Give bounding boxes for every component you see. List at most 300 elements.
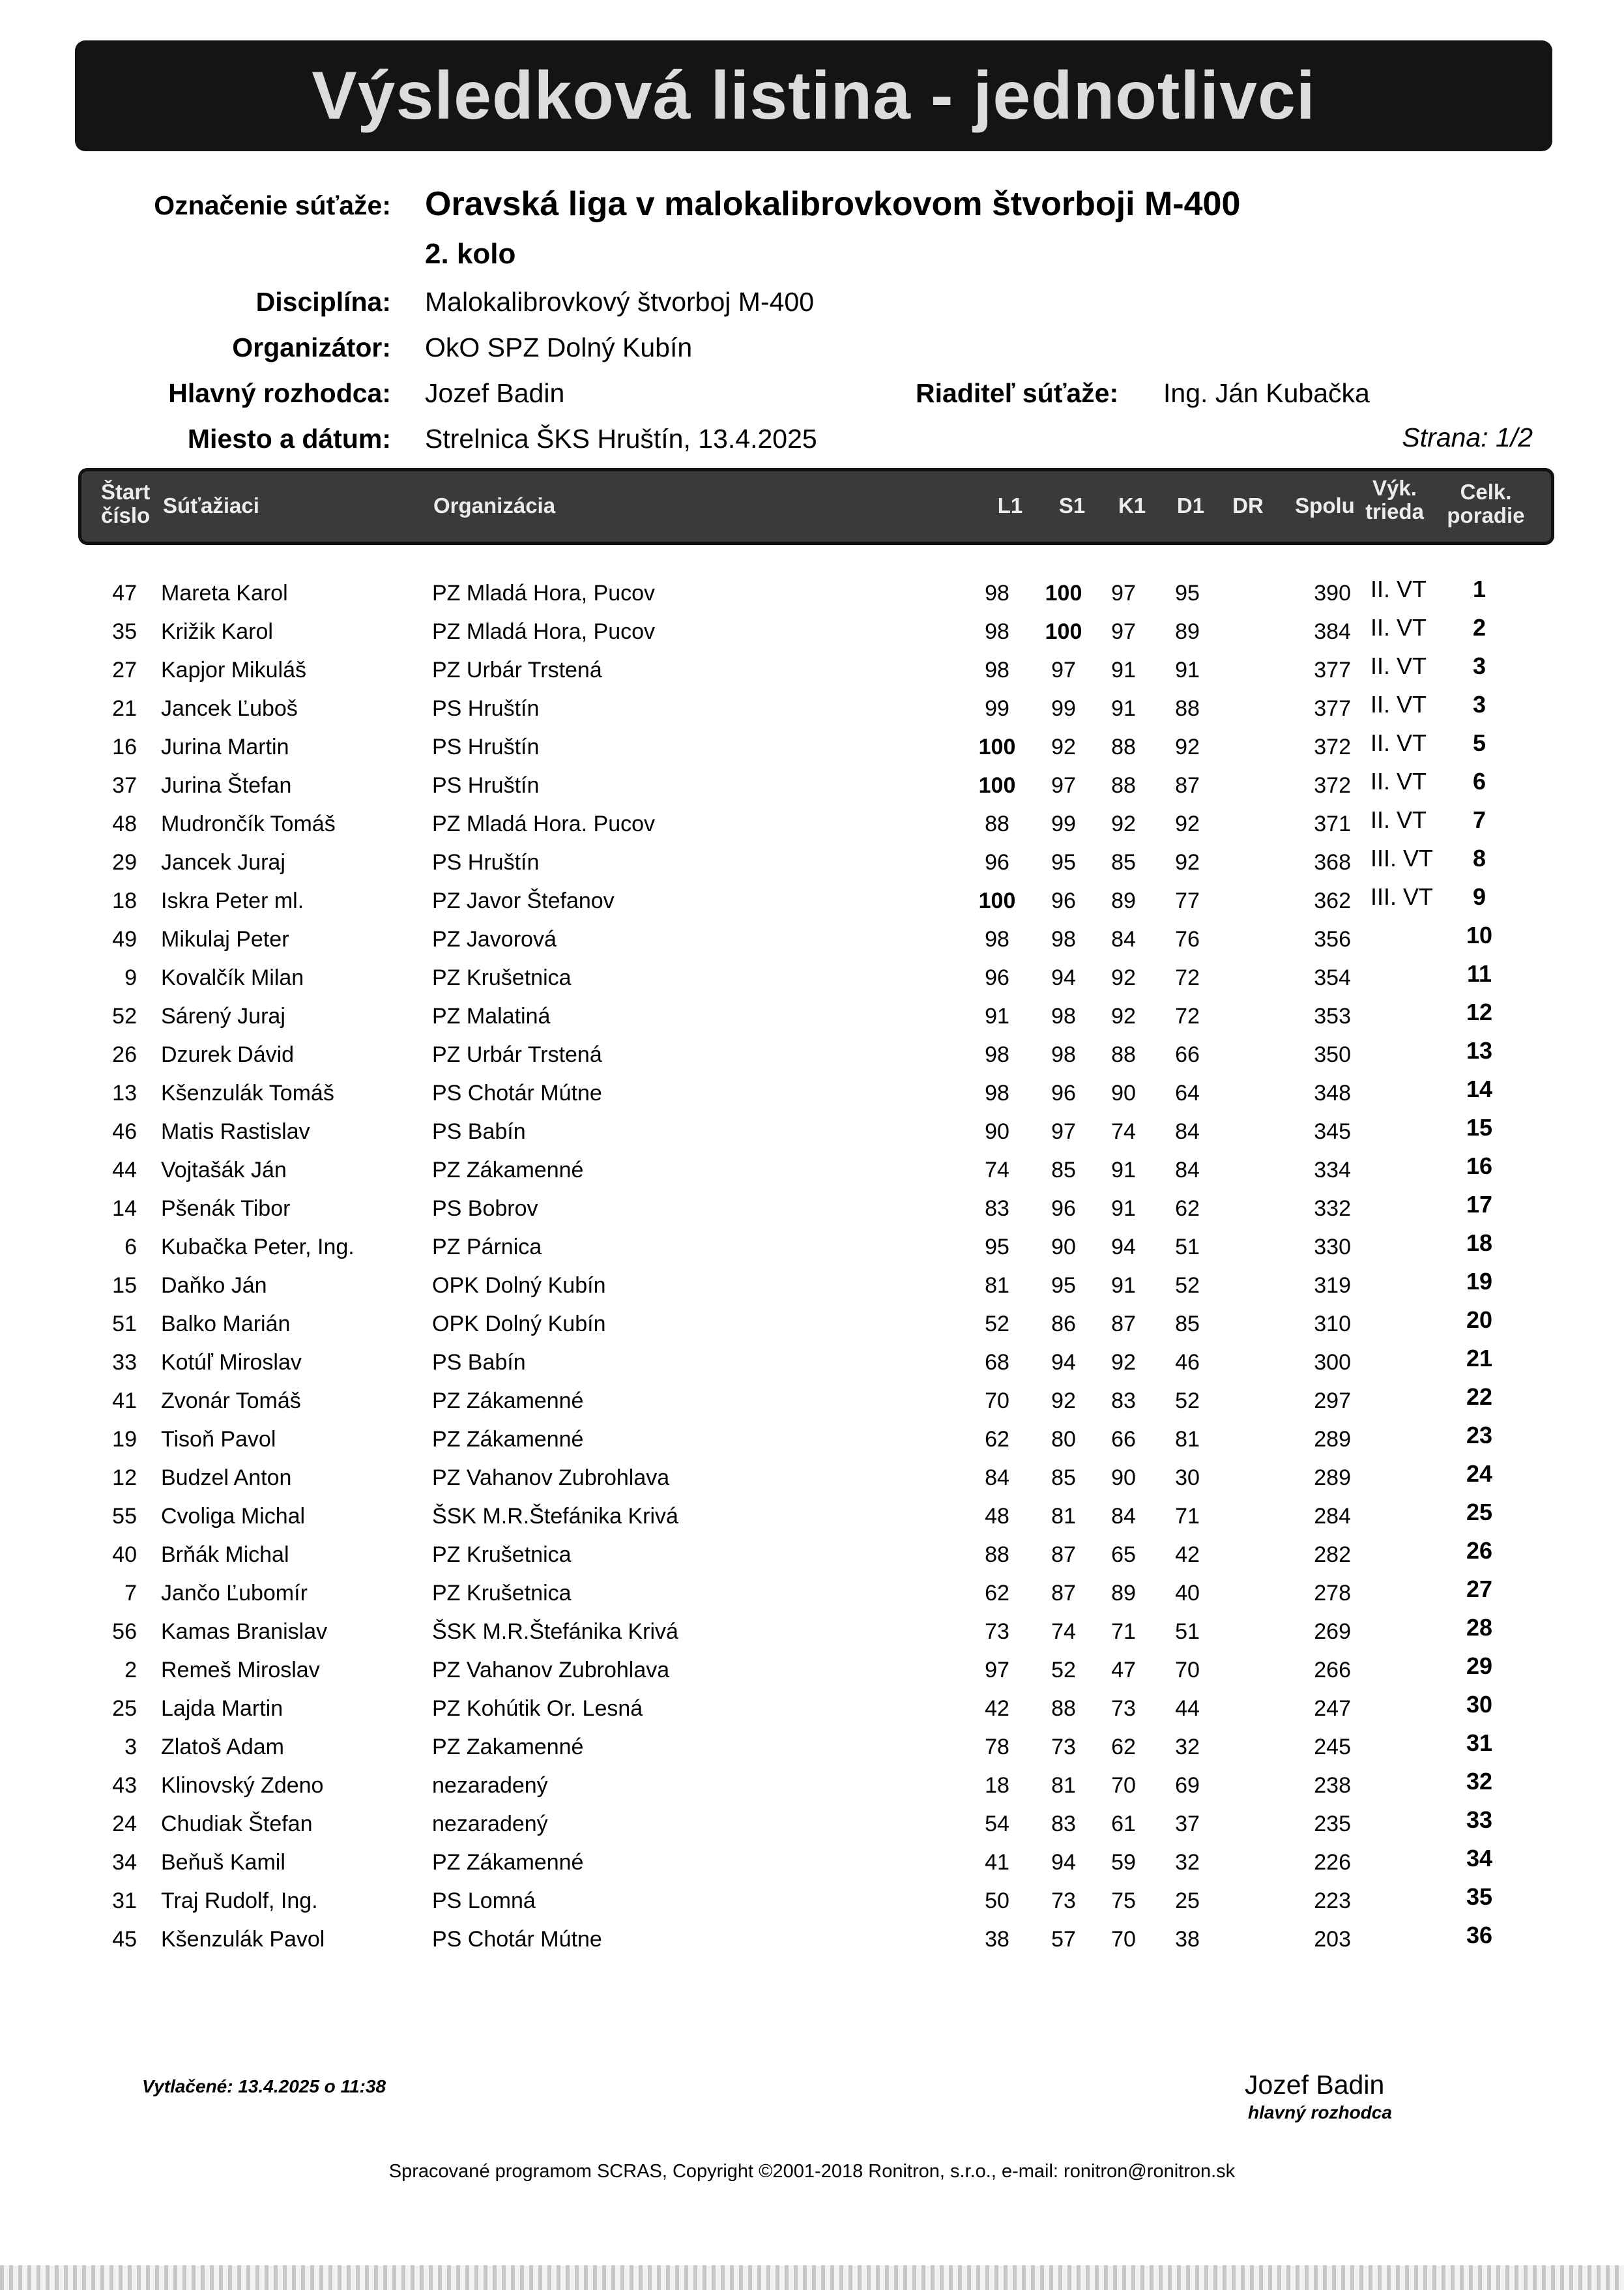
cell-l1: 42 xyxy=(985,1696,1009,1721)
cell-rank: 14 xyxy=(1466,1076,1493,1102)
cell-total: 348 xyxy=(1314,1081,1351,1106)
header-start-line2: číslo xyxy=(101,503,151,527)
cell-cls: III. VT xyxy=(1370,845,1434,872)
cell-k1: 92 xyxy=(1111,812,1136,836)
cell-d1: 77 xyxy=(1175,888,1200,913)
cell-s1: 52 xyxy=(1051,1658,1076,1682)
cell-l1: 88 xyxy=(985,1542,1009,1567)
header-d1: D1 xyxy=(1176,493,1205,518)
cell-rank: 8 xyxy=(1472,845,1486,872)
cell-cls: III. VT xyxy=(1370,883,1434,910)
cell-total: 247 xyxy=(1314,1696,1351,1721)
header-class-line1: Výk. xyxy=(1372,476,1417,500)
cell-no: 26 xyxy=(112,1042,137,1067)
cell-cls: II. VT xyxy=(1370,653,1427,679)
cell-org: PZ Javorová xyxy=(432,927,557,952)
cell-d1: 91 xyxy=(1175,658,1200,683)
cell-s1: 74 xyxy=(1051,1619,1076,1644)
table-row xyxy=(0,1114,1624,1152)
cell-d1: 51 xyxy=(1175,1235,1200,1259)
cell-org: PZ Malatiná xyxy=(432,1004,551,1029)
cell-org: ŠSK M.R.Štefánika Krivá xyxy=(432,1504,678,1529)
cell-d1: 84 xyxy=(1175,1158,1200,1182)
cell-name: Zlatoš Adam xyxy=(161,1735,284,1759)
table-row xyxy=(0,576,1624,614)
cell-k1: 97 xyxy=(1111,619,1136,644)
cell-org: OPK Dolný Kubín xyxy=(432,1312,606,1336)
cell-no: 19 xyxy=(112,1427,137,1452)
cell-no: 12 xyxy=(112,1465,137,1490)
cell-s1: 85 xyxy=(1051,1158,1076,1182)
table-row xyxy=(0,1383,1624,1422)
cell-name: Daňko Ján xyxy=(161,1273,267,1298)
cell-rank: 27 xyxy=(1466,1576,1493,1602)
cell-d1: 76 xyxy=(1175,927,1200,952)
cell-no: 2 xyxy=(124,1658,137,1682)
cell-d1: 42 xyxy=(1175,1542,1200,1567)
cell-d1: 87 xyxy=(1175,773,1200,798)
competition-label: Označenie súťaže: xyxy=(154,190,391,220)
cell-total: 269 xyxy=(1314,1619,1351,1644)
cell-no: 35 xyxy=(112,619,137,644)
cell-k1: 70 xyxy=(1111,1927,1136,1952)
document-title: Výsledková listina - jednotlivci xyxy=(312,57,1316,134)
round: 2. kolo xyxy=(425,238,516,270)
cell-no: 6 xyxy=(124,1235,137,1259)
cell-s1: 95 xyxy=(1051,1273,1076,1298)
cell-rank: 21 xyxy=(1466,1345,1493,1372)
header-rank-line1: Celk. xyxy=(1460,480,1512,504)
cell-l1: 18 xyxy=(985,1773,1009,1798)
cell-s1: 94 xyxy=(1051,1850,1076,1875)
cell-l1: 48 xyxy=(985,1504,1009,1529)
cell-name: Kamas Branislav xyxy=(161,1619,328,1644)
cell-org: PZ Zákamenné xyxy=(432,1850,584,1875)
cell-d1: 92 xyxy=(1175,735,1200,759)
header-start-number xyxy=(101,480,151,527)
cell-k1: 73 xyxy=(1111,1696,1136,1721)
cell-total: 245 xyxy=(1314,1735,1351,1759)
cell-name: Jancek Juraj xyxy=(161,850,285,875)
cell-d1: 66 xyxy=(1175,1042,1200,1067)
cell-org: nezaradený xyxy=(432,1812,548,1836)
table-row xyxy=(0,1652,1624,1691)
cell-l1: 70 xyxy=(985,1388,1009,1413)
cell-rank: 13 xyxy=(1466,1037,1493,1064)
cell-l1: 81 xyxy=(985,1273,1009,1298)
director: Ing. Ján Kubačka xyxy=(1163,378,1370,408)
cell-d1: 25 xyxy=(1175,1888,1200,1913)
cell-rank: 24 xyxy=(1466,1460,1493,1487)
cell-s1: 96 xyxy=(1051,1196,1076,1221)
cell-d1: 92 xyxy=(1175,850,1200,875)
cell-s1: 87 xyxy=(1051,1581,1076,1606)
cell-l1: 97 xyxy=(985,1658,1009,1682)
cell-k1: 91 xyxy=(1111,696,1136,721)
table-row xyxy=(0,1152,1624,1191)
cell-l1: 100 xyxy=(978,888,1016,913)
cell-s1: 94 xyxy=(1051,965,1076,990)
cell-no: 51 xyxy=(112,1312,137,1336)
results-table-header xyxy=(78,468,1554,545)
cell-no: 33 xyxy=(112,1350,137,1375)
cell-total: 226 xyxy=(1314,1850,1351,1875)
cell-total: 297 xyxy=(1314,1388,1351,1413)
cell-k1: 59 xyxy=(1111,1850,1136,1875)
cell-d1: 71 xyxy=(1175,1504,1200,1529)
cell-l1: 38 xyxy=(985,1927,1009,1952)
cell-rank: 17 xyxy=(1466,1191,1493,1218)
cell-k1: 87 xyxy=(1111,1312,1136,1336)
cell-name: Chudiak Štefan xyxy=(161,1812,313,1836)
header-dr: DR xyxy=(1232,493,1264,518)
document-title-bar xyxy=(75,40,1552,151)
table-row xyxy=(0,999,1624,1037)
cell-org: PS Bobrov xyxy=(432,1196,538,1221)
cell-l1: 68 xyxy=(985,1350,1009,1375)
header-class-line2: trieda xyxy=(1365,499,1424,523)
table-row xyxy=(0,1037,1624,1076)
cell-l1: 84 xyxy=(985,1465,1009,1490)
cell-s1: 95 xyxy=(1051,850,1076,875)
header-rank-line2: poradie xyxy=(1447,503,1525,527)
cell-d1: 46 xyxy=(1175,1350,1200,1375)
cell-name: Kšenzulák Pavol xyxy=(161,1927,325,1952)
cell-rank: 11 xyxy=(1466,960,1492,987)
cell-d1: 51 xyxy=(1175,1619,1200,1644)
cell-rank: 3 xyxy=(1472,653,1486,679)
cell-no: 24 xyxy=(112,1812,137,1836)
signature-name: Jozef Badin xyxy=(1245,2070,1385,2100)
cell-total: 289 xyxy=(1314,1465,1351,1490)
table-row xyxy=(0,1191,1624,1229)
cell-total: 371 xyxy=(1314,812,1351,836)
cell-d1: 52 xyxy=(1175,1273,1200,1298)
cell-k1: 89 xyxy=(1111,1581,1136,1606)
cell-org: PZ Zakamenné xyxy=(432,1735,584,1759)
cell-total: 334 xyxy=(1314,1158,1351,1182)
signature-role: hlavný rozhodca xyxy=(1248,2102,1392,2122)
header-l1: L1 xyxy=(997,493,1023,518)
cell-s1: 81 xyxy=(1051,1773,1076,1798)
cell-name: Vojtašák Ján xyxy=(161,1158,287,1182)
cell-no: 56 xyxy=(112,1619,137,1644)
cell-rank: 1 xyxy=(1472,576,1486,602)
cell-no: 9 xyxy=(124,965,137,990)
cell-s1: 90 xyxy=(1051,1235,1076,1259)
cell-l1: 98 xyxy=(985,619,1009,644)
cell-l1: 90 xyxy=(985,1119,1009,1144)
cell-s1: 88 xyxy=(1051,1696,1076,1721)
discipline-label: Disciplína: xyxy=(255,287,391,317)
cell-org: PZ Urbár Trstená xyxy=(432,658,602,683)
cell-name: Mareta Karol xyxy=(161,581,288,606)
cell-total: 238 xyxy=(1314,1773,1351,1798)
cell-rank: 30 xyxy=(1466,1691,1493,1718)
cell-rank: 22 xyxy=(1466,1383,1493,1410)
cell-s1: 83 xyxy=(1051,1812,1076,1836)
cell-cls: II. VT xyxy=(1370,806,1427,833)
cell-name: Tisoň Pavol xyxy=(161,1427,276,1452)
cell-name: Mudrončík Tomáš xyxy=(161,812,336,836)
cell-org: PZ Zákamenné xyxy=(432,1427,584,1452)
referee-label: Hlavný rozhodca: xyxy=(168,378,391,408)
cell-l1: 98 xyxy=(985,658,1009,683)
header-k1: K1 xyxy=(1118,493,1146,518)
cell-l1: 96 xyxy=(985,850,1009,875)
cell-k1: 91 xyxy=(1111,1273,1136,1298)
cell-cls: II. VT xyxy=(1370,576,1427,602)
cell-s1: 97 xyxy=(1051,773,1076,798)
cell-s1: 92 xyxy=(1051,735,1076,759)
cell-org: PZ Krušetnica xyxy=(432,1581,572,1606)
cell-name: Budzel Anton xyxy=(161,1465,292,1490)
header-s1: S1 xyxy=(1058,493,1086,518)
cell-rank: 10 xyxy=(1466,922,1493,948)
cell-d1: 44 xyxy=(1175,1696,1200,1721)
cell-org: PZ Kohútik Or. Lesná xyxy=(432,1696,643,1721)
cell-k1: 62 xyxy=(1111,1735,1136,1759)
cell-rank: 9 xyxy=(1472,883,1486,910)
cell-d1: 92 xyxy=(1175,812,1200,836)
cell-cls: II. VT xyxy=(1370,614,1427,641)
cell-rank: 32 xyxy=(1466,1768,1493,1795)
cell-no: 21 xyxy=(112,696,137,721)
table-row xyxy=(0,614,1624,653)
cell-k1: 70 xyxy=(1111,1773,1136,1798)
cell-k1: 88 xyxy=(1111,735,1136,759)
cell-no: 25 xyxy=(112,1696,137,1721)
table-row xyxy=(0,1345,1624,1383)
scan-edge-artifact xyxy=(0,2265,1624,2290)
cell-no: 29 xyxy=(112,850,137,875)
cell-total: 372 xyxy=(1314,773,1351,798)
header-rank xyxy=(1443,480,1528,527)
cell-s1: 85 xyxy=(1051,1465,1076,1490)
competition-name: Oravská liga v malokalibrovkovom štvorboji M-400 xyxy=(425,185,1241,223)
cell-total: 372 xyxy=(1314,735,1351,759)
table-row xyxy=(0,1614,1624,1652)
cell-name: Sárený Juraj xyxy=(161,1004,285,1029)
cell-name: Iskra Peter ml. xyxy=(161,888,304,913)
cell-total: 377 xyxy=(1314,658,1351,683)
cell-org: ŠSK M.R.Štefánika Krivá xyxy=(432,1619,678,1644)
cell-s1: 98 xyxy=(1051,1004,1076,1029)
cell-total: 362 xyxy=(1314,888,1351,913)
table-row xyxy=(0,729,1624,768)
cell-name: Kotúľ Miroslav xyxy=(161,1350,302,1375)
cell-k1: 90 xyxy=(1111,1081,1136,1106)
table-row xyxy=(0,1576,1624,1614)
cell-d1: 64 xyxy=(1175,1081,1200,1106)
cell-name: Balko Marián xyxy=(161,1312,291,1336)
cell-d1: 52 xyxy=(1175,1388,1200,1413)
cell-k1: 92 xyxy=(1111,965,1136,990)
cell-total: 368 xyxy=(1314,850,1351,875)
cell-s1: 98 xyxy=(1051,1042,1076,1067)
cell-no: 18 xyxy=(112,888,137,913)
cell-l1: 91 xyxy=(985,1004,1009,1029)
cell-total: 319 xyxy=(1314,1273,1351,1298)
cell-d1: 81 xyxy=(1175,1427,1200,1452)
cell-total: 377 xyxy=(1314,696,1351,721)
cell-name: Jurina Martin xyxy=(161,735,289,759)
cell-total: 330 xyxy=(1314,1235,1351,1259)
cell-no: 15 xyxy=(112,1273,137,1298)
cell-d1: 84 xyxy=(1175,1119,1200,1144)
table-row xyxy=(0,1806,1624,1845)
cell-s1: 96 xyxy=(1051,1081,1076,1106)
cell-name: Kovalčík Milan xyxy=(161,965,304,990)
header-total: Spolu xyxy=(1295,493,1355,518)
cell-k1: 94 xyxy=(1111,1235,1136,1259)
table-row xyxy=(0,1229,1624,1268)
cell-l1: 50 xyxy=(985,1888,1009,1913)
cell-org: PZ Mladá Hora. Pucov xyxy=(432,812,656,836)
cell-d1: 88 xyxy=(1175,696,1200,721)
cell-l1: 83 xyxy=(985,1196,1009,1221)
cell-rank: 3 xyxy=(1472,691,1486,718)
cell-total: 235 xyxy=(1314,1812,1351,1836)
cell-org: PZ Urbár Trstená xyxy=(432,1042,602,1067)
cell-l1: 41 xyxy=(985,1850,1009,1875)
cell-l1: 62 xyxy=(985,1427,1009,1452)
cell-total: 282 xyxy=(1314,1542,1351,1567)
cell-org: PS Chotár Mútne xyxy=(432,1081,602,1106)
organizer-label: Organizátor: xyxy=(232,332,391,362)
cell-no: 41 xyxy=(112,1388,137,1413)
cell-d1: 32 xyxy=(1175,1850,1200,1875)
header-start-line1: Štart xyxy=(101,480,151,504)
cell-k1: 65 xyxy=(1111,1542,1136,1567)
cell-k1: 84 xyxy=(1111,1504,1136,1529)
cell-rank: 19 xyxy=(1466,1268,1493,1295)
cell-org: PZ Párnica xyxy=(432,1235,542,1259)
cell-total: 289 xyxy=(1314,1427,1351,1452)
cell-no: 37 xyxy=(112,773,137,798)
cell-s1: 81 xyxy=(1051,1504,1076,1529)
table-row xyxy=(0,1922,1624,1960)
cell-s1: 57 xyxy=(1051,1927,1076,1952)
director-label: Riaditeľ súťaže: xyxy=(916,378,1119,408)
cell-no: 52 xyxy=(112,1004,137,1029)
cell-total: 223 xyxy=(1314,1888,1351,1913)
cell-org: nezaradený xyxy=(432,1773,548,1798)
cell-d1: 37 xyxy=(1175,1812,1200,1836)
cell-s1: 92 xyxy=(1051,1388,1076,1413)
cell-org: PZ Vahanov Zubrohlava xyxy=(432,1465,670,1490)
cell-l1: 78 xyxy=(985,1735,1009,1759)
place-label: Miesto a dátum: xyxy=(187,424,391,454)
table-row xyxy=(0,845,1624,883)
cell-name: Lajda Martin xyxy=(161,1696,283,1721)
cell-s1: 100 xyxy=(1045,581,1082,606)
cell-no: 48 xyxy=(112,812,137,836)
table-row xyxy=(0,1422,1624,1460)
cell-d1: 32 xyxy=(1175,1735,1200,1759)
cell-rank: 20 xyxy=(1466,1306,1493,1333)
cell-s1: 97 xyxy=(1051,658,1076,683)
cell-name: Mikulaj Peter xyxy=(161,927,289,952)
cell-no: 47 xyxy=(112,581,137,606)
cell-total: 203 xyxy=(1314,1927,1351,1952)
cell-no: 16 xyxy=(112,735,137,759)
cell-total: 284 xyxy=(1314,1504,1351,1529)
cell-no: 46 xyxy=(112,1119,137,1144)
cell-total: 345 xyxy=(1314,1119,1351,1144)
cell-total: 384 xyxy=(1314,619,1351,644)
table-row xyxy=(0,922,1624,960)
cell-total: 310 xyxy=(1314,1312,1351,1336)
cell-rank: 2 xyxy=(1472,614,1486,641)
page-number: Strana: 1/2 xyxy=(1402,422,1533,452)
cell-no: 43 xyxy=(112,1773,137,1798)
cell-k1: 66 xyxy=(1111,1427,1136,1452)
table-row xyxy=(0,806,1624,845)
cell-l1: 100 xyxy=(978,773,1016,798)
table-row xyxy=(0,1845,1624,1883)
table-row xyxy=(0,1691,1624,1729)
cell-org: PS Hruštín xyxy=(432,773,540,798)
cell-name: Cvoliga Michal xyxy=(161,1504,306,1529)
cell-no: 34 xyxy=(112,1850,137,1875)
table-row xyxy=(0,960,1624,999)
cell-d1: 70 xyxy=(1175,1658,1200,1682)
cell-total: 390 xyxy=(1314,581,1351,606)
referee: Jozef Badin xyxy=(425,378,565,408)
cell-total: 332 xyxy=(1314,1196,1351,1221)
cell-no: 45 xyxy=(112,1927,137,1952)
cell-k1: 71 xyxy=(1111,1619,1136,1644)
cell-l1: 62 xyxy=(985,1581,1009,1606)
cell-d1: 30 xyxy=(1175,1465,1200,1490)
cell-l1: 88 xyxy=(985,812,1009,836)
cell-org: PS Hruštín xyxy=(432,735,540,759)
table-row xyxy=(0,1883,1624,1922)
table-row xyxy=(0,653,1624,691)
cell-d1: 69 xyxy=(1175,1773,1200,1798)
printed-timestamp: Vytlačené: 13.4.2025 o 11:38 xyxy=(142,2076,386,2096)
cell-rank: 33 xyxy=(1466,1806,1493,1833)
cell-rank: 25 xyxy=(1466,1499,1493,1525)
cell-k1: 83 xyxy=(1111,1388,1136,1413)
cell-rank: 5 xyxy=(1472,729,1486,756)
software-credit: Spracované programom SCRAS, Copyright ©2001-2018 Ronitron, s.r.o., e-mail: ronitron@ronitron.sk xyxy=(388,2161,1236,2182)
header-class xyxy=(1362,477,1427,523)
cell-rank: 34 xyxy=(1466,1845,1493,1872)
cell-org: PZ Zákamenné xyxy=(432,1158,584,1182)
table-row xyxy=(0,1537,1624,1576)
cell-org: PS Babín xyxy=(432,1350,526,1375)
cell-name: Kšenzulák Tomáš xyxy=(161,1081,334,1106)
cell-org: PZ Krušetnica xyxy=(432,1542,572,1567)
cell-total: 266 xyxy=(1314,1658,1351,1682)
cell-name: Matis Rastislav xyxy=(161,1119,310,1144)
table-row xyxy=(0,883,1624,922)
place-date: Strelnica ŠKS Hruštín, 13.4.2025 xyxy=(425,424,817,454)
table-row xyxy=(0,1768,1624,1806)
cell-org: PZ Zákamenné xyxy=(432,1388,584,1413)
cell-d1: 72 xyxy=(1175,965,1200,990)
cell-org: PS Hruštín xyxy=(432,850,540,875)
cell-rank: 6 xyxy=(1472,768,1486,795)
cell-rank: 7 xyxy=(1472,806,1486,833)
cell-org: PS Babín xyxy=(432,1119,526,1144)
cell-total: 350 xyxy=(1314,1042,1351,1067)
cell-l1: 95 xyxy=(985,1235,1009,1259)
cell-cls: II. VT xyxy=(1370,691,1427,718)
table-row xyxy=(0,1306,1624,1345)
